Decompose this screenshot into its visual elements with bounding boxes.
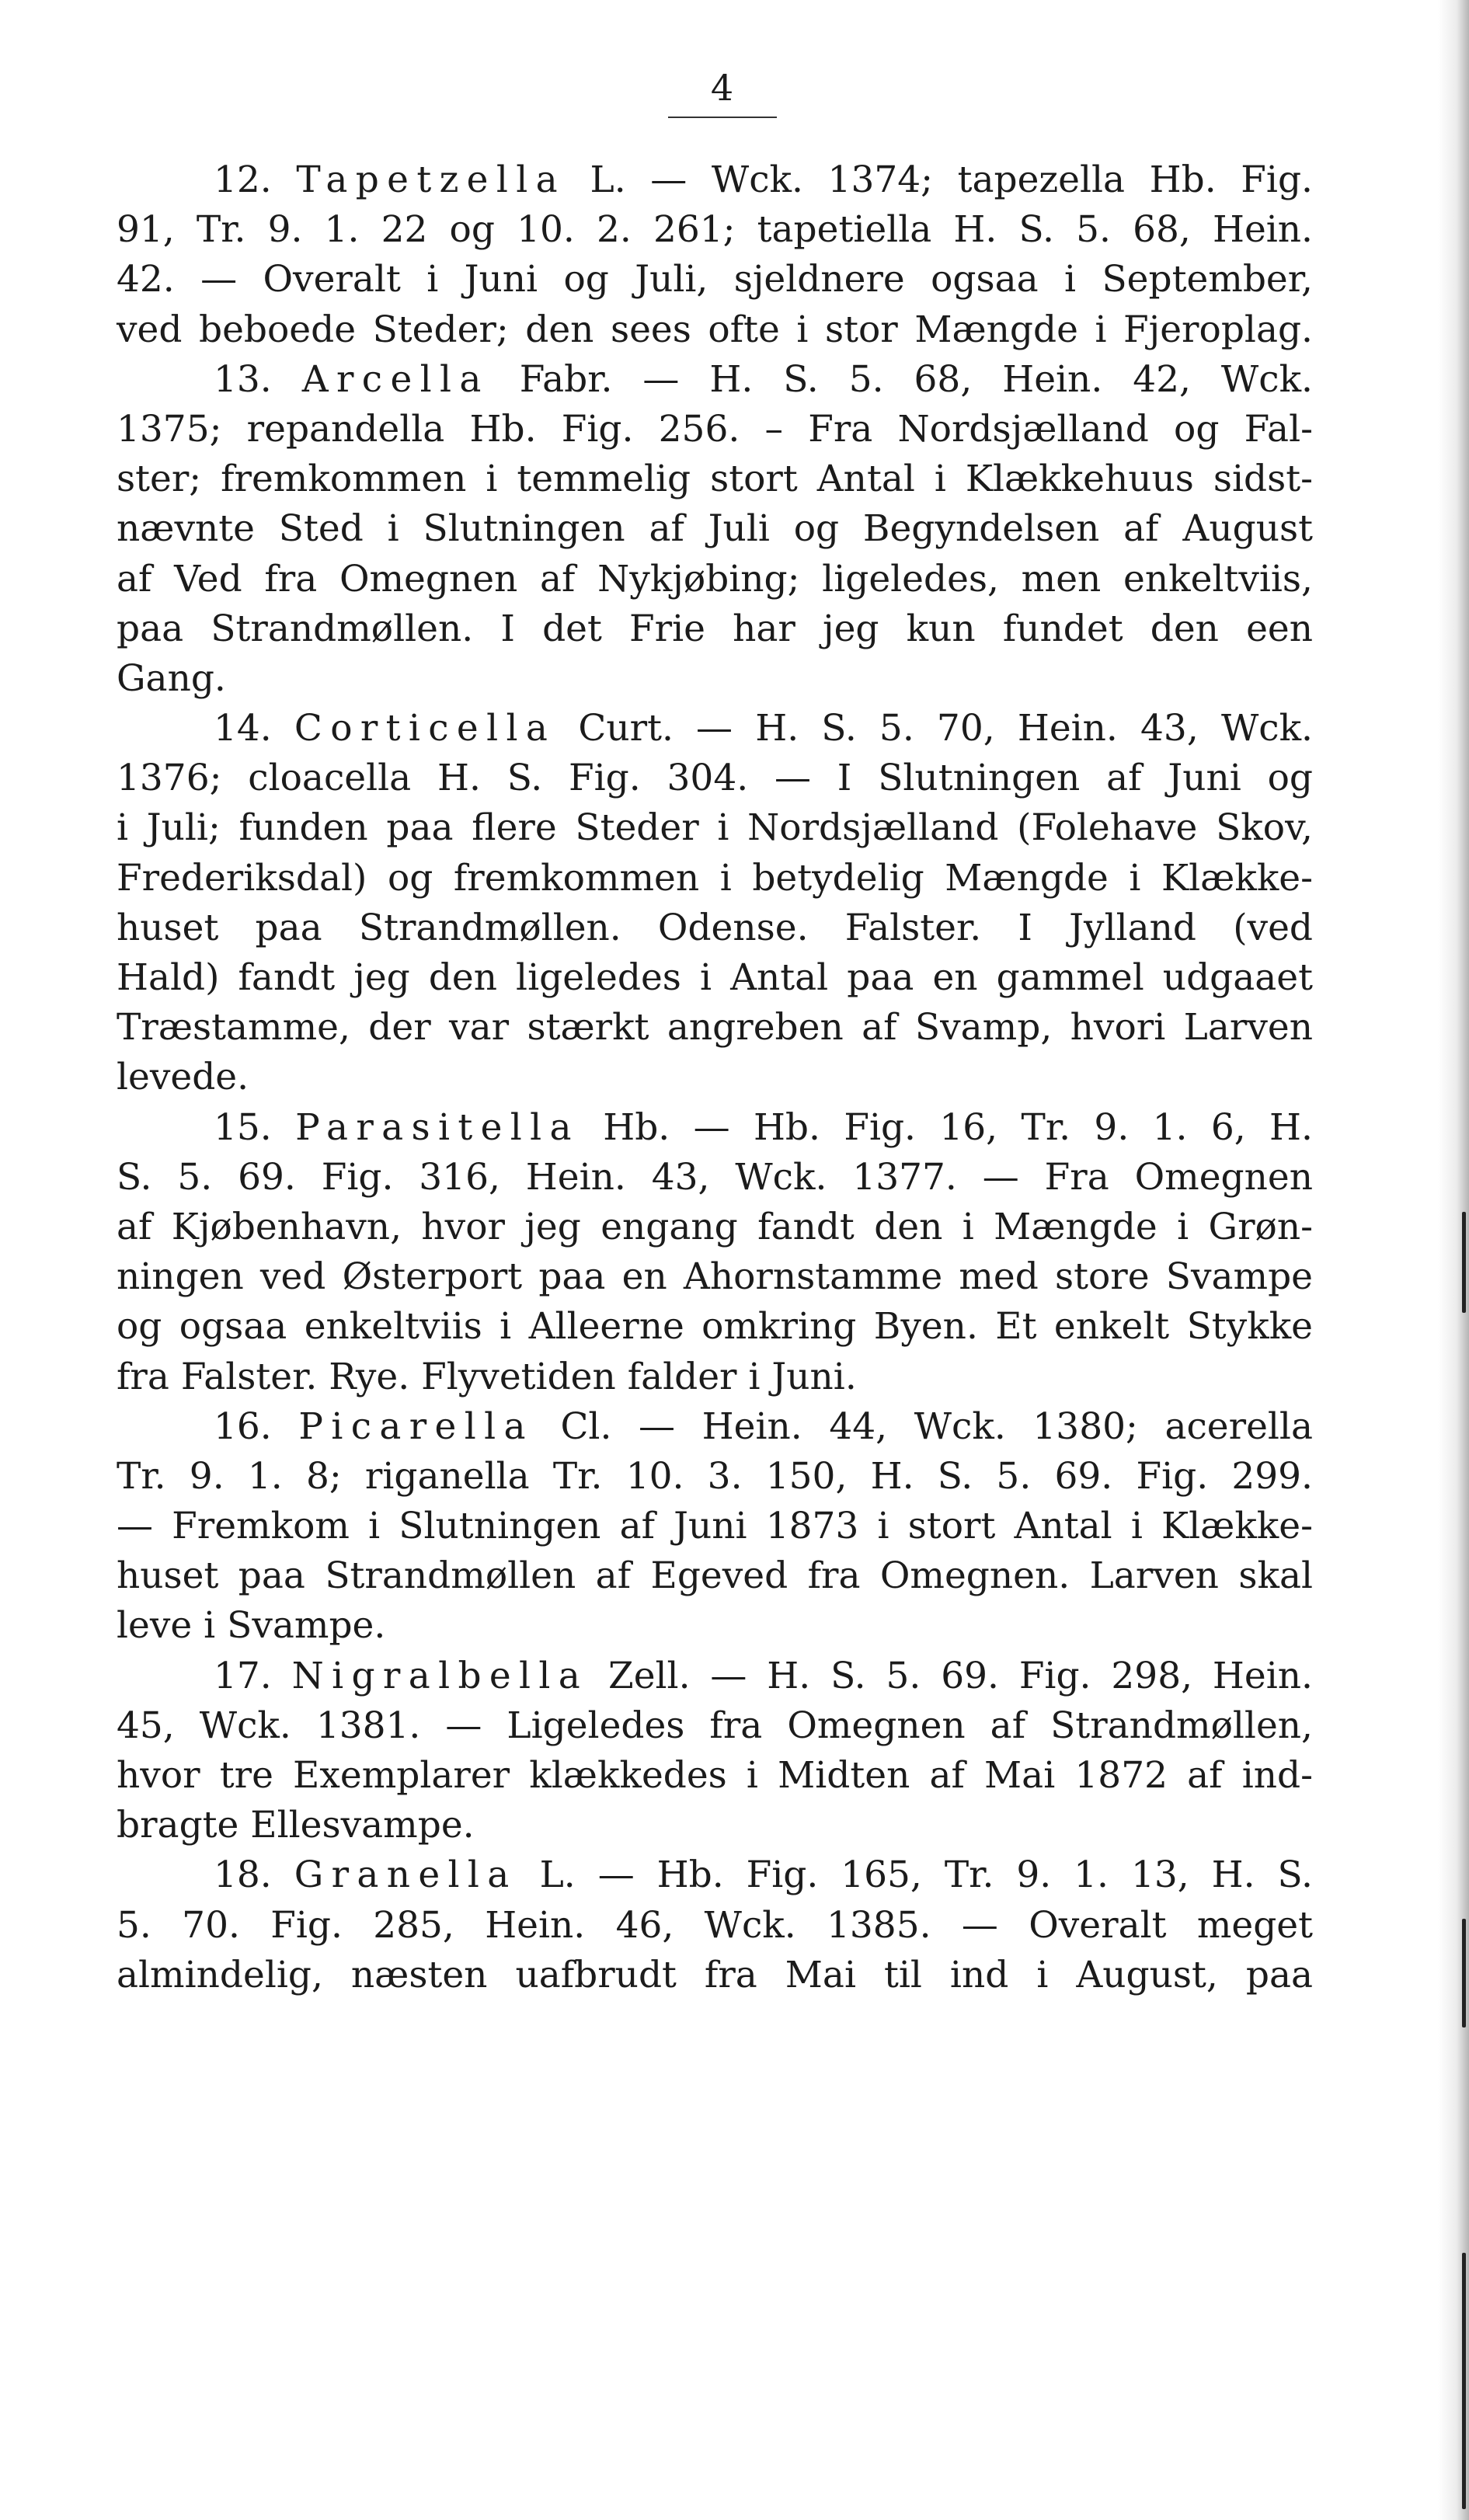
line-text: huset paa Strandmøllen af Egeved fra Omegnen. Larven skal xyxy=(117,1554,1313,1598)
line-text: Gang. xyxy=(117,656,226,700)
text-line xyxy=(117,1352,1313,1402)
species-name: Arcella xyxy=(301,357,489,401)
species-name: Nigralbella xyxy=(291,1654,589,1697)
text-line xyxy=(117,1801,1313,1850)
text-line xyxy=(117,803,1313,853)
line-text: huset paa Strandmøllen. Odense. Falster. I Jylland (ved xyxy=(117,906,1313,949)
species-name: Corticella xyxy=(294,707,556,750)
line-text: 1376; cloacella H. S. Fig. 304. — I Slutningen af Juni og xyxy=(117,757,1313,800)
line-text: af Ved fra Omegnen af Nykjøbing; ligeledes, men enkeltviis, xyxy=(117,557,1313,600)
text-line xyxy=(117,854,1313,903)
entry-number: 17. xyxy=(214,1654,272,1697)
line-text: af Kjøbenhavn, hvor jeg engang fandt den i Mængde i Grøn- xyxy=(117,1205,1313,1248)
page-number-rule xyxy=(668,117,777,118)
text-line xyxy=(117,1551,1313,1601)
line-text: Tr. 9. 1. 8; riganella Tr. 10. 3. 150, H. S. 5. 69. Fig. 299. xyxy=(117,1454,1313,1498)
text-line xyxy=(117,1601,1313,1651)
text-line xyxy=(117,1850,1313,1900)
line-text: Hald) fandt jeg den ligeledes i Antal paa en gammel udgaaet xyxy=(117,956,1313,999)
text-line xyxy=(117,754,1313,803)
line-text: i Juli; funden paa flere Steder i Nordsjælland (Folehave Skov, xyxy=(117,806,1313,850)
page-number: 4 xyxy=(710,67,735,109)
scan-edge-mark xyxy=(1462,1212,1466,1313)
line-text: 1375; repandella Hb. Fig. 256. – Fra Nordsjælland og Fal- xyxy=(117,407,1313,451)
body-text xyxy=(117,155,1313,2000)
entry-number: 16. xyxy=(214,1404,272,1448)
text-line xyxy=(117,604,1313,654)
line-text: nævnte Sted i Slutningen af Juli og Begyndelsen af August xyxy=(117,507,1313,551)
text-line xyxy=(117,654,1313,704)
entry-number: 14. xyxy=(214,707,272,750)
text-line xyxy=(117,1203,1313,1252)
line-text: L. — Wck. 1374; tapezella Hb. Fig. xyxy=(590,158,1313,201)
text-line xyxy=(117,1402,1313,1452)
line-text: fra Falster. Rye. Flyvetiden falder i Juni. xyxy=(117,1355,857,1398)
line-text: bragte Ellesvampe. xyxy=(117,1804,475,1847)
line-text: Frederiksdal) og fremkommen i betydelig Mængde i Klække- xyxy=(117,856,1313,900)
line-text: Fabr. — H. S. 5. 68, Hein. 42, Wck. xyxy=(519,357,1313,401)
text-line xyxy=(117,1302,1313,1352)
text-line xyxy=(117,903,1313,953)
line-text: almindelig, næsten uafbrudt fra Mai til ind i August, paa xyxy=(117,1953,1313,1996)
text-line xyxy=(117,504,1313,554)
text-line xyxy=(117,155,1313,205)
text-line xyxy=(117,205,1313,255)
line-text: Hb. — Hb. Fig. 16, Tr. 9. 1. 6, H. xyxy=(603,1105,1313,1149)
line-text: 91, Tr. 9. 1. 22 og 10. 2. 261; tapetiella H. S. 5. 68, Hein. xyxy=(117,208,1313,252)
species-name: Granella xyxy=(294,1853,517,1897)
text-line xyxy=(117,1452,1313,1502)
line-text: Zell. — H. S. 5. 69. Fig. 298, Hein. xyxy=(608,1654,1313,1697)
text-line xyxy=(117,1153,1313,1203)
species-name: Tapetzella xyxy=(296,158,566,201)
line-text: 45, Wck. 1381. — Ligeledes fra Omegnen af Strandmøllen, xyxy=(117,1704,1313,1747)
text-line xyxy=(117,405,1313,454)
line-text: levede. xyxy=(117,1056,249,1099)
entry-number: 12. xyxy=(214,158,272,201)
text-line xyxy=(117,355,1313,405)
text-line xyxy=(117,953,1313,1003)
scan-edge-mark xyxy=(1462,2253,1466,2509)
entry-number: 13. xyxy=(214,357,272,401)
text-line xyxy=(117,255,1313,305)
line-text: S. 5. 69. Fig. 316, Hein. 43, Wck. 1377. — Fra Omegnen xyxy=(117,1155,1313,1199)
line-text: ningen ved Østerport paa en Ahornstamme med store Svampe xyxy=(117,1255,1313,1299)
text-line xyxy=(117,1003,1313,1053)
line-text: paa Strandmøllen. I det Frie har jeg kun fundet den een xyxy=(117,607,1313,650)
text-line xyxy=(117,555,1313,604)
line-text: 5. 70. Fig. 285, Hein. 46, Wck. 1385. — Overalt meget xyxy=(117,1903,1313,1947)
line-text: og ogsaa enkeltviis i Alleerne omkring Byen. Et enkelt Stykke xyxy=(117,1305,1313,1349)
text-line xyxy=(117,1252,1313,1302)
line-text: Curt. — H. S. 5. 70, Hein. 43, Wck. xyxy=(578,707,1313,750)
line-text: ster; fremkommen i temmelig stort Antal i Klækkehuus sidst- xyxy=(117,458,1313,501)
text-line xyxy=(117,1103,1313,1153)
text-line xyxy=(117,1951,1313,2000)
scan-edge-mark xyxy=(1462,1919,1466,2027)
text-line xyxy=(117,1751,1313,1801)
line-text: hvor tre Exemplarer klækkedes i Midten af Mai 1872 af ind- xyxy=(117,1754,1313,1797)
line-text: Træstamme, der var stærkt angreben af Svamp, hvori Larven xyxy=(117,1006,1313,1049)
text-line xyxy=(117,305,1313,355)
entry-number: 15. xyxy=(214,1105,272,1149)
entry-number: 18. xyxy=(214,1853,272,1897)
text-line xyxy=(117,1652,1313,1701)
species-name: Parasitella xyxy=(295,1105,580,1149)
species-name: Picarella xyxy=(298,1404,534,1448)
line-text: leve i Svampe. xyxy=(117,1604,386,1648)
text-line xyxy=(117,1701,1313,1751)
text-line xyxy=(117,1502,1313,1551)
line-text: 42. — Overalt i Juni og Juli, sjeldnere ogsaa i September, xyxy=(117,258,1313,301)
line-text: — Fremkom i Slutningen af Juni 1873 i stort Antal i Klække- xyxy=(117,1505,1313,1548)
line-text: L. — Hb. Fig. 165, Tr. 9. 1. 13, H. S. xyxy=(539,1853,1313,1897)
text-line xyxy=(117,454,1313,504)
line-text: ved beboede Steder; den sees ofte i stor Mængde i Fjeroplag. xyxy=(117,308,1313,351)
line-text: Cl. — Hein. 44, Wck. 1380; acerella xyxy=(560,1404,1313,1448)
text-line xyxy=(117,1901,1313,1951)
text-line xyxy=(117,1053,1313,1102)
text-line xyxy=(117,704,1313,754)
